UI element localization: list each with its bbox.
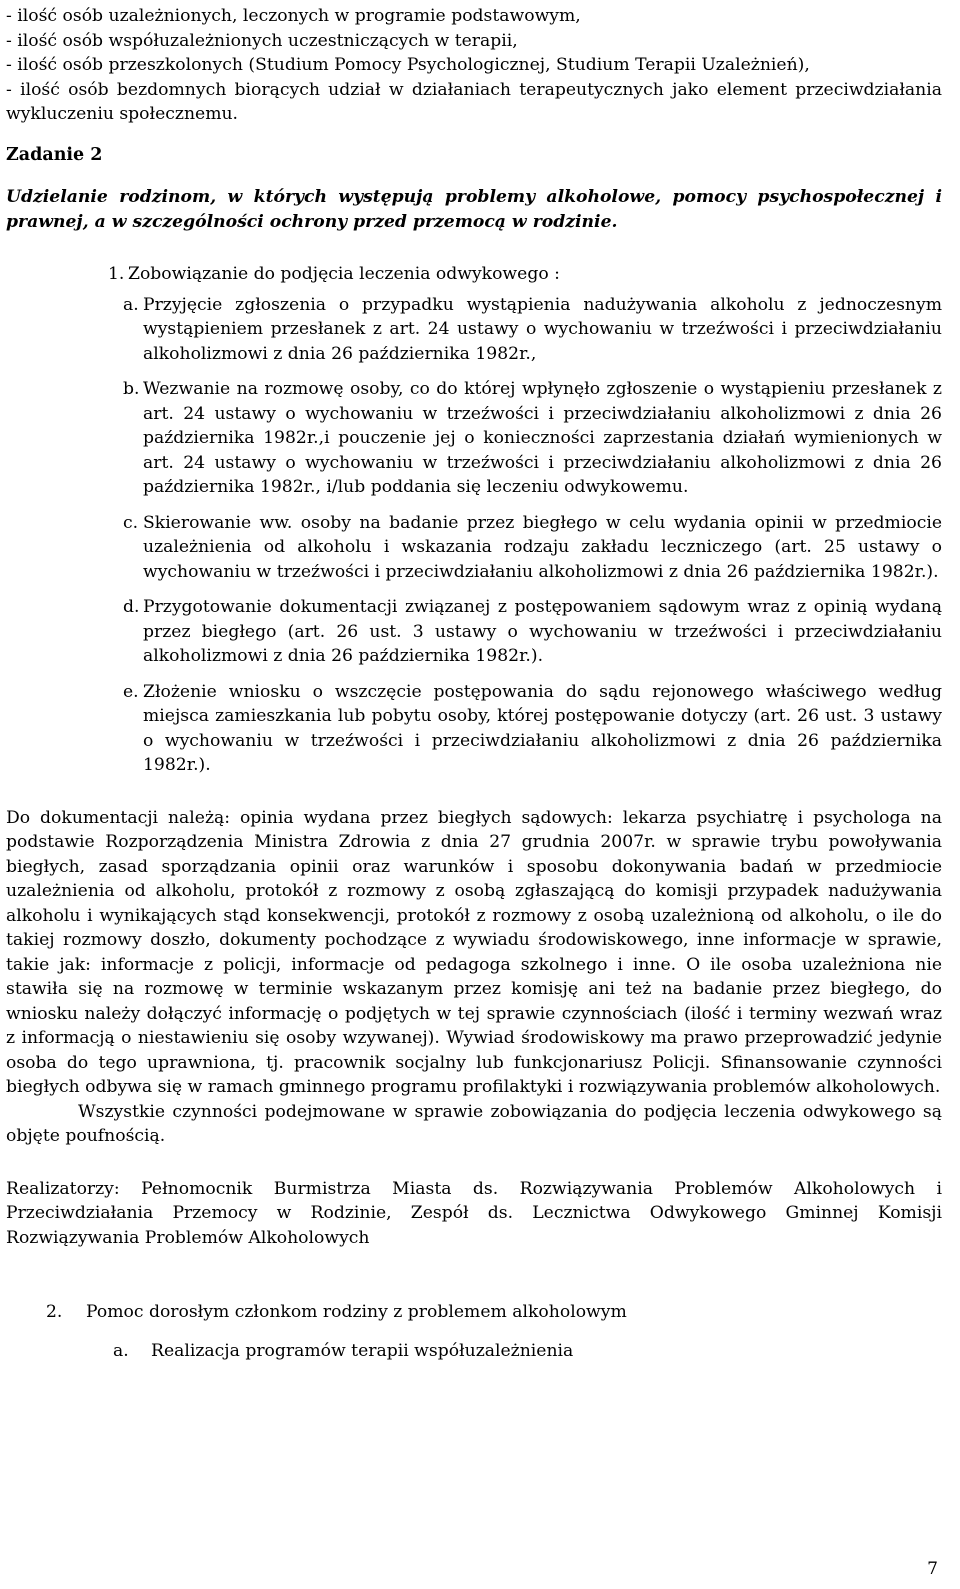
item-text: Realizacja programów terapii współuzależnienia [151, 1340, 574, 1361]
section-1-number: 1. [108, 264, 125, 284]
section-1-item-e [6, 680, 942, 778]
item-letter: d. [123, 597, 140, 617]
list-item: - ilość osób uzależnionych, leczonych w programie podstawowym, [6, 6, 581, 26]
section-1-item-c [6, 511, 942, 585]
section-2-number: 2. [46, 1302, 63, 1322]
section-1-item-b [6, 377, 942, 500]
item-text: Wezwanie na rozmowę osoby, co do której wpłynęło zgłoszenie o wystąpieniu przesłanek z art. 24 ustawy o wychowaniu w trzeźwości i przeciwdziałaniu alkoholizmowi z dnia 26 października 1982r.,i pouczenie jej o konieczności zaprzestania działań wymienionych w art. 24 ustawy o wychowaniu w trzeźwości i przeciwdziałaniu alkoholizmowi z dnia 26 października 1982r., i/lub poddania się leczeniu odwykowemu. [143, 379, 942, 497]
section-1-item-a [6, 293, 942, 367]
item-text: Skierowanie ww. osoby na badanie przez biegłego w celu wydania opinii w przedmiocie uzależnienia od alkoholu i wskazania rodzaju zakładu leczniczego (art. 25 ustawy o wychowaniu w trzeźwości i przeciwdziałaniu alkoholizmowi z dnia 26 października 1982r.). [143, 512, 942, 582]
confidentiality-text: Wszystkie czynności podejmowane w sprawie zobowiązania do podjęcia leczenia odwykowego są objęte poufnością. [6, 1101, 942, 1146]
item-letter: a. [113, 1340, 129, 1361]
item-text: Przygotowanie dokumentacji związanej z postępowaniem sądowym wraz z opinią wydaną przez biegłego (art. 26 ust. 3 ustawy o wychowaniu w trzeźwości i przeciwdziałaniu alkoholizmowi z dnia 26 października 1982r.). [143, 597, 942, 666]
page-number: 7 [927, 1558, 938, 1579]
item-letter: b. [123, 379, 140, 399]
item-letter: a. [123, 294, 139, 315]
documentation-text: Do dokumentacji należą: opinia wydana przez biegłych sądowych: lekarza psychiatrę i psychologa na podstawie Rozporządzenia Ministra Zdrowia z dnia 27 grudnia 2007r. w sprawie trybu powoływania biegłych, zasad sporządzania opinii oraz warunków i sposobu dokonywania badań w przedmiocie uzależnienia od alkoholu, protokół z rozmowy z osobą zgłaszającą do komisji przypadek nadużywania alkoholu i wynikających stąd konsekwencji, protokół z rozmowy z osobą uzależnioną od alkoholu, o ile do takiej rozmowy doszło, dokumenty pochodzące z wywiadu środowiskowego, inne informacje w sprawie, takie jak: informacje z policji, informacje od pedagoga szkolnego i inne. O ile osoba uzależniona nie stawiła się na rozmowę w terminie wskazanym przez komisję ani też na badanie przez biegłego, do wniosku należy dołączyć informację o podjętych w tej sprawie czynnościach (ilość i terminy wezwań wraz z informacją o niestawieniu się osoby wzywanej). Wywiad środowiskowy ma prawo przeprowadzić jedynie osoba do tego uprawniona, tj. pracownik socjalny lub funkcjonariusz Policji. Sfinansowanie czynności biegłych odbywa się w ramach gminnego programu profilaktyki i rozwiązywania problemów alkoholowych. [6, 807, 942, 1097]
section-1 [6, 262, 942, 287]
item-letter: c. [123, 512, 139, 533]
item-text: Przyjęcie zgłoszenia o przypadku wystąpienia nadużywania alkoholu z jednoczesnym wystąpieniem przesłanek z art. 24 ustawy o wychowaniu w trzeźwości i przeciwdziałaniu alkoholizmowi z dnia 26 października 1982r., [143, 294, 942, 364]
task-lead: Udzielanie rodzinom, w których występują problemy alkoholowe, pomocy psychospołecznej i prawnej, a w szczególności ochrony przed przemocą w rodzinie. [6, 187, 942, 232]
section-2-title: Pomoc dorosłym członkom rodziny z problemem alkoholowym [86, 1302, 627, 1322]
section-1-item-d [6, 595, 942, 669]
list-item: - ilość osób współuzależnionych uczestniczących w terapii, [6, 30, 518, 51]
realizers-paragraph: Realizatorzy: Pełnomocnik Burmistrza Miasta ds. Rozwiązywania Problemów Alkoholowych i Przeciwdziałania Przemocy w Rodzinie, Zespół ds. Lecznictwa Odwykowego Gminnej Komisji Rozwiązywania Problemów Alkoholowych [6, 1178, 942, 1248]
documentation-paragraph [6, 806, 942, 1149]
item-text: Złożenie wniosku o wszczęcie postępowania do sądu rejonowego właściwego według miejsca zamieszkania lub pobytu osoby, której postępowanie dotyczy (art. 26 ust. 3 ustawy o wychowaniu w trzeźwości i przeciwdziałaniu alkoholizmowi z dnia 26 października 1982r.). [143, 681, 942, 775]
section-1-title: Zobowiązanie do podjęcia leczenia odwykowego : [128, 264, 560, 284]
item-letter: e. [123, 681, 139, 702]
section-2 [6, 1300, 942, 1325]
top-list [6, 4, 942, 127]
list-item: - ilość osób przeszkolonych (Studium Pomocy Psychologicznej, Studium Terapii Uzależnień), [6, 55, 810, 75]
section-2-item-a [6, 1339, 942, 1364]
task-heading: Zadanie 2 [6, 144, 103, 165]
list-item: - ilość osób bezdomnych biorących udział w działaniach terapeutycznych jako element przeciwdziałania wykluczeniu społecznemu. [6, 79, 942, 124]
